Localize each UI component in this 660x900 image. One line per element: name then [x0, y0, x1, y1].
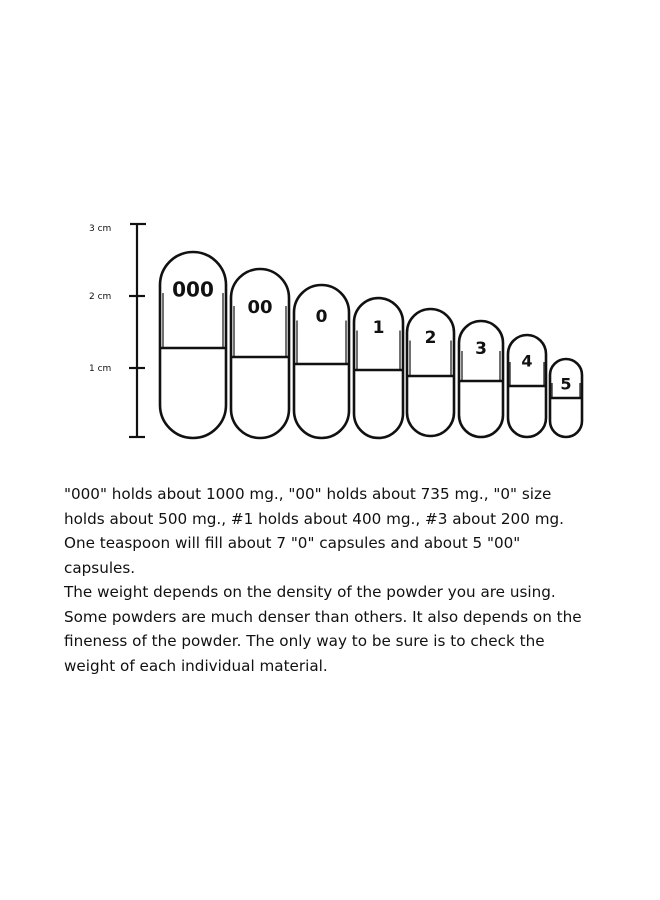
- capsule-outline: [231, 269, 289, 438]
- caption-line: The weight depends on the density of the powder you are using.: [64, 583, 556, 601]
- capsule-4: [508, 335, 546, 437]
- scale-label-2cm: 2 cm: [89, 292, 112, 302]
- capsule-size-label: 000: [172, 277, 214, 302]
- capsule-size-label: 4: [521, 351, 533, 371]
- capsule-size-label: 2: [424, 328, 437, 348]
- capsule-size-label: 00: [247, 297, 273, 318]
- scale-label-3cm: 3 cm: [89, 224, 112, 234]
- capsule-size-label: 0: [315, 307, 328, 327]
- caption-line: One teaspoon will fill about 7 "0" capsules and about 5 "00": [64, 534, 521, 552]
- caption-line: holds about 500 mg., #1 holds about 400 mg., #3 about 200 mg.: [64, 509, 564, 528]
- capsule-000: [160, 252, 226, 438]
- capsule-00: [231, 269, 289, 438]
- capsule-row: [160, 252, 582, 438]
- capsule-2: [407, 309, 454, 436]
- scale-label-1cm: 1 cm: [89, 364, 112, 374]
- caption-line: capsules.: [64, 558, 136, 577]
- capsule-info-caption: [64, 482, 634, 678]
- capsule-5: [550, 359, 582, 437]
- caption-line: fineness of the powder. The only way to be sure is to check the: [64, 632, 545, 650]
- caption-line: Some powders are much denser than others. It also depends on the: [64, 607, 582, 626]
- scale-ruler: [129, 224, 146, 437]
- capsule-1: [354, 298, 403, 438]
- capsule-size-label: 1: [372, 318, 385, 338]
- caption-line: "000" holds about 1000 mg., "00" holds about 735 mg., "0" size: [64, 485, 552, 503]
- caption-line: weight of each individual material.: [64, 656, 328, 675]
- capsule-3: [459, 321, 503, 437]
- capsule-size-label: 3: [475, 339, 487, 359]
- capsule-0: [294, 285, 349, 438]
- capsule-size-label: 5: [560, 374, 572, 394]
